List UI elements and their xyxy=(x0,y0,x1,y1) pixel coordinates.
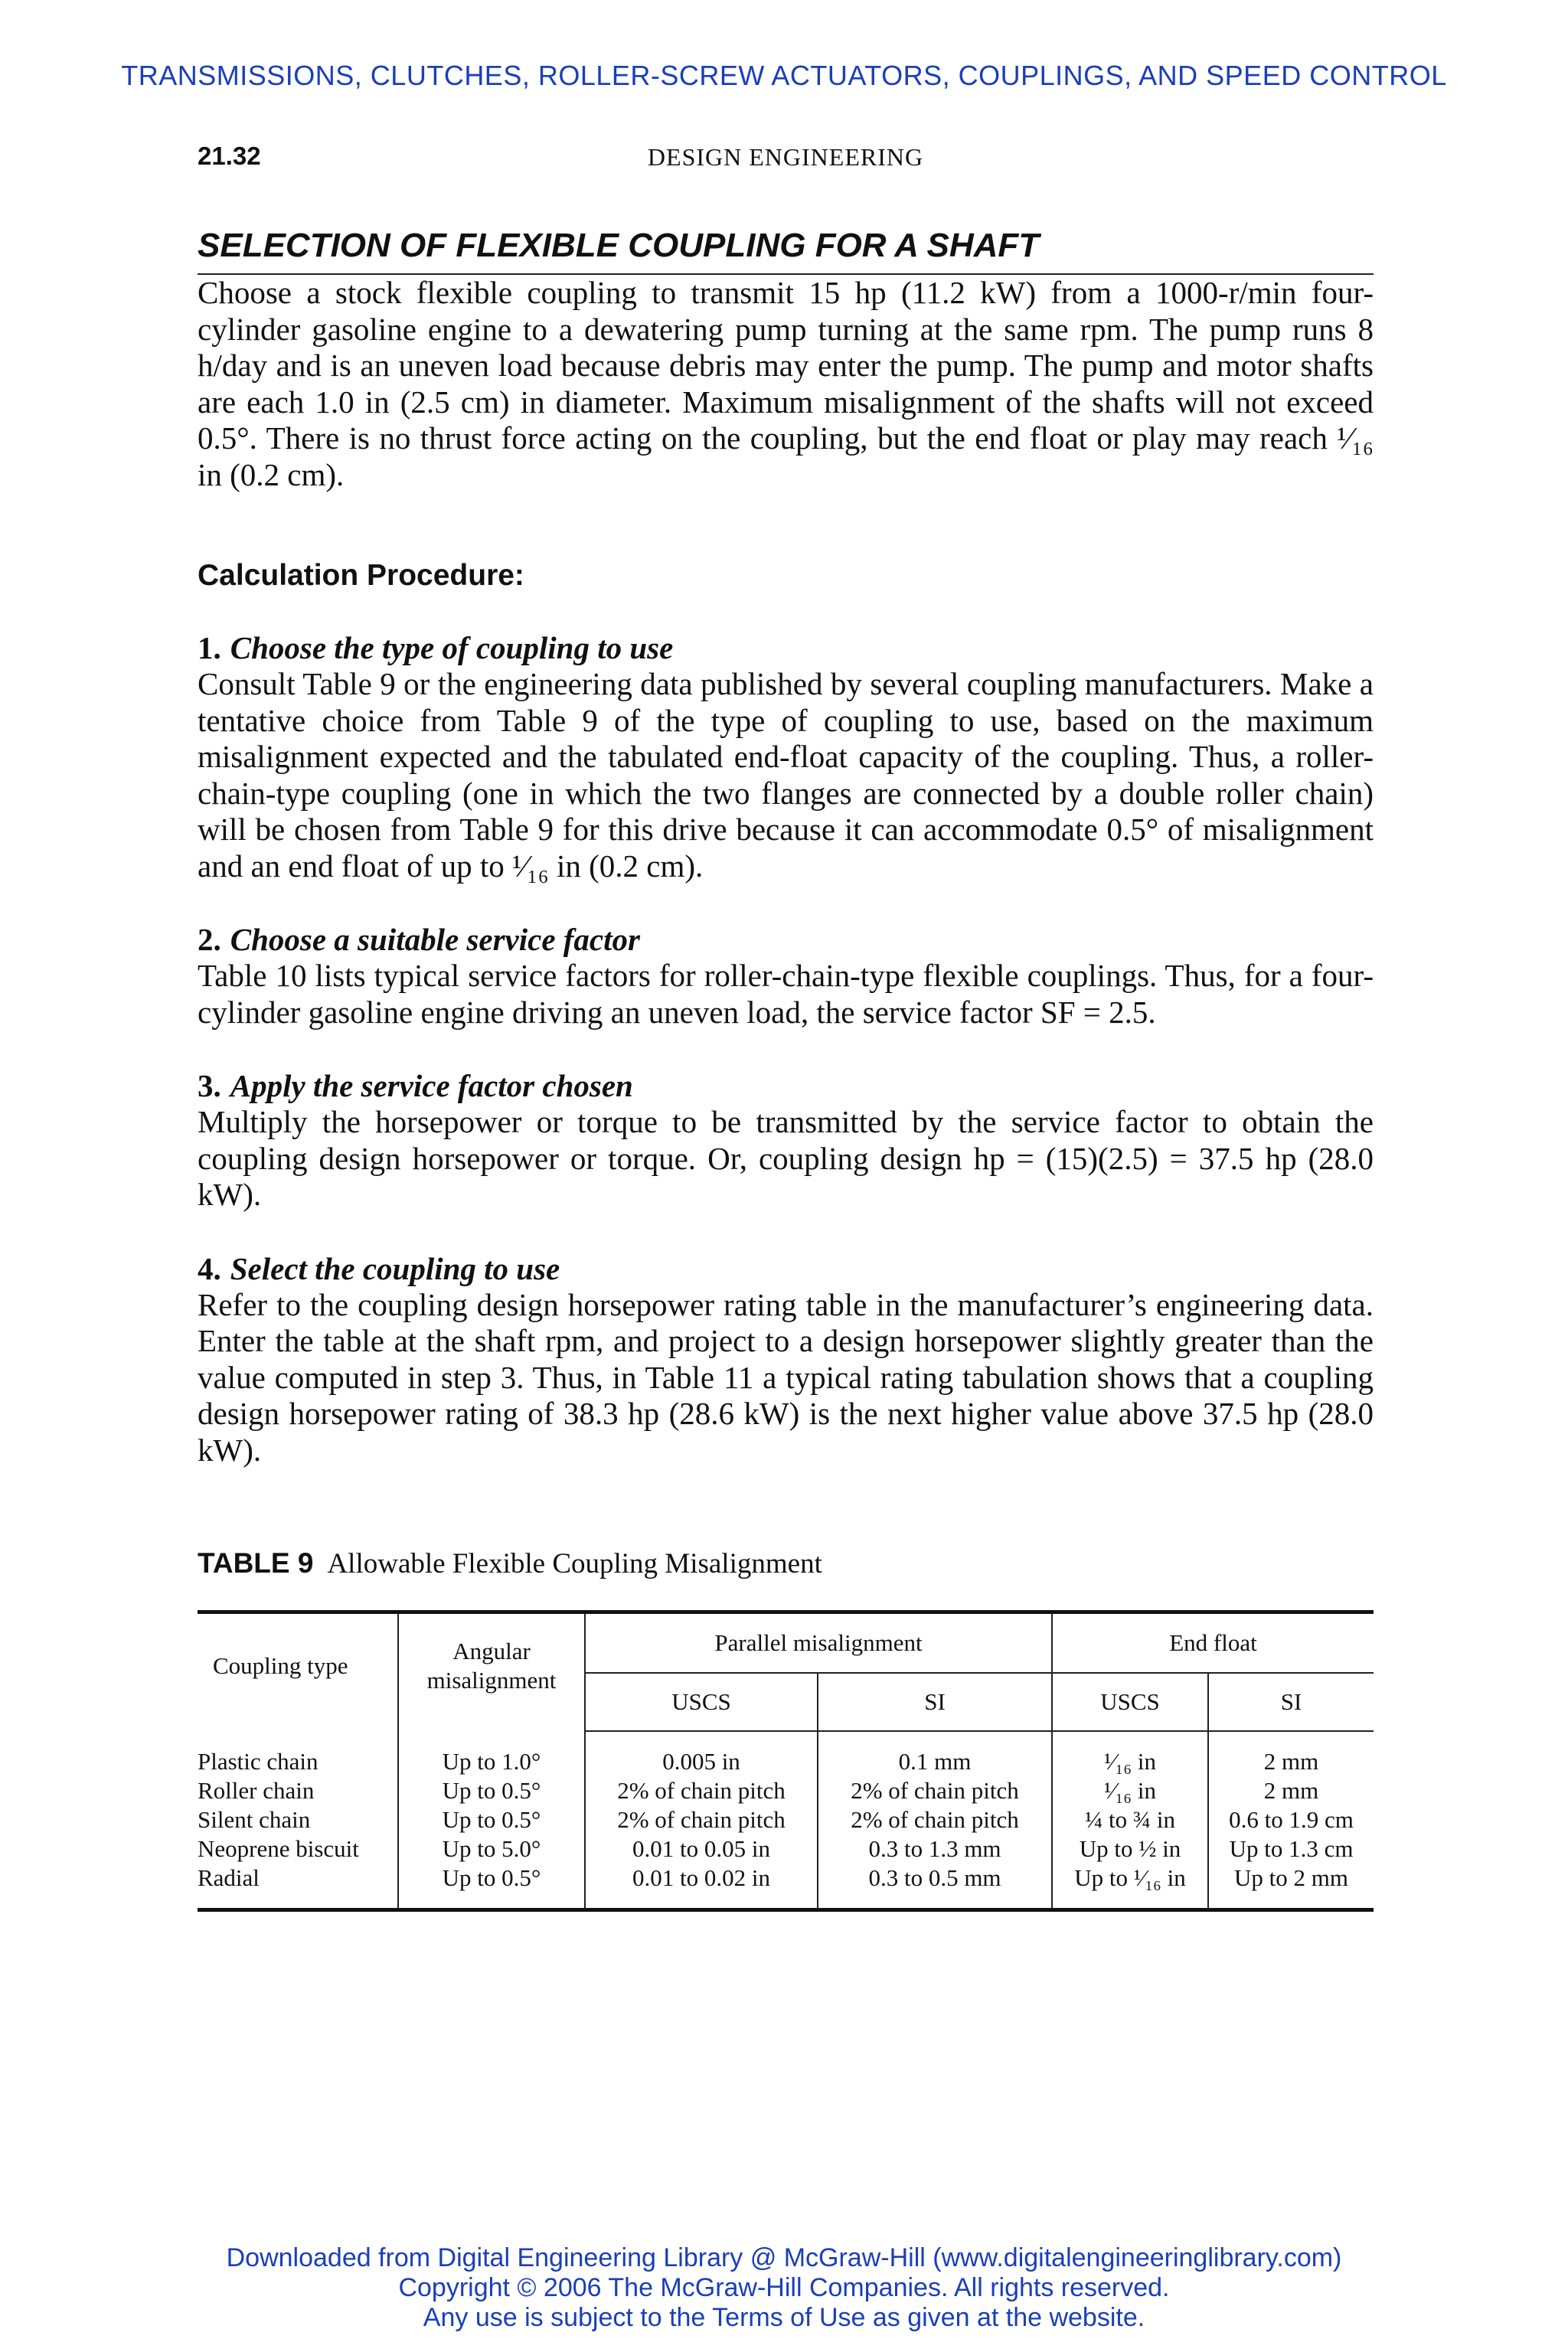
step-number: 2. xyxy=(198,922,221,957)
cell-end-float-uscs: ¹⁄₁₆ in xyxy=(1052,1776,1208,1805)
step-heading xyxy=(198,629,1374,666)
step-text: Refer to the coupling design horsepower rating table in the manufacturer’s engineering data. Enter the table at the shaft rpm, and project to a design horsepower slightly greater than the value computed in step 3. Thus, in Table 11 a typical rating tabulation shows that a coupling design horsepower rating of 38.3 hp (28.6 kW) is the next higher value above 37.5 hp (28.0 kW). xyxy=(198,1286,1374,1468)
cell-end-float-si: 2 mm xyxy=(1208,1731,1374,1776)
header-parallel-si: SI xyxy=(818,1673,1052,1731)
running-head xyxy=(198,142,1374,178)
step-text: Consult Table 9 or the engineering data published by several coupling manufacturers. Make a tentative choice from Table 9 of the type of coupling to use, based on the maximum misalignment expected and the tabulated end-float capacity of the coupling. Thus, a roller-chain-type coupling (one in which the two flanges are connected by a double roller chain) will be chosen from Table 9 for this drive because it can accommodate 0.5° of misalignment and an end float of up to ¹⁄₁₆ in (0.2 cm). xyxy=(198,666,1374,884)
header-parallel-uscs: USCS xyxy=(585,1673,818,1731)
table-caption-text: Allowable Flexible Coupling Misalignment xyxy=(327,1548,822,1579)
table-caption xyxy=(198,1547,1374,1581)
header-end-float-si: SI xyxy=(1208,1673,1374,1731)
header-coupling-type: Coupling type xyxy=(213,1651,348,1679)
cell-parallel-si: 0.1 mm xyxy=(818,1731,1052,1776)
cell-coupling-type: Neoprene biscuit xyxy=(198,1835,359,1862)
header-end-float: End float xyxy=(1052,1612,1374,1674)
cell-end-float-uscs: Up to ½ in xyxy=(1052,1834,1208,1864)
step-text: Table 10 lists typical service factors for roller-chain-type flexible couplings. Thus, for a four-cylinder gasoline engine driving an uneven load, the service factor SF = 2.5. xyxy=(198,958,1374,1030)
table-label: TABLE 9 xyxy=(198,1547,314,1579)
section-title: SELECTION OF FLEXIBLE COUPLING FOR A SHAFT xyxy=(198,227,1040,264)
step-heading xyxy=(198,1067,1374,1104)
cell-angular: Up to 5.0° xyxy=(398,1834,585,1864)
cell-parallel-si: 2% of chain pitch xyxy=(818,1805,1052,1834)
table-row xyxy=(198,1776,1374,1805)
procedure-heading: Calculation Procedure: xyxy=(198,559,524,592)
chapter-banner: TRANSMISSIONS, CLUTCHES, ROLLER-SCREW ACTUATORS, COUPLINGS, AND SPEED CONTROL xyxy=(121,60,1447,91)
step-2 xyxy=(198,921,1374,1031)
cell-end-float-uscs: ¹⁄₁₆ in xyxy=(1052,1731,1208,1776)
step-number: 3. xyxy=(198,1068,221,1103)
header-angular xyxy=(398,1612,585,1732)
cell-coupling-type: Plastic chain xyxy=(198,1747,318,1775)
page-number: 21.32 xyxy=(198,142,261,170)
cell-end-float-si: 0.6 to 1.9 cm xyxy=(1208,1805,1374,1834)
step-title: Choose the type of coupling to use xyxy=(230,630,674,665)
cell-coupling-type: Silent chain xyxy=(198,1806,311,1833)
cell-parallel-uscs: 0.005 in xyxy=(585,1731,818,1776)
header-angular-line1: Angular xyxy=(452,1637,531,1664)
header-parallel: Parallel misalignment xyxy=(585,1612,1052,1674)
footer-terms-line: Any use is subject to the Terms of Use as given at the website. xyxy=(423,2303,1145,2332)
header-angular-line2: misalignment xyxy=(426,1666,557,1694)
cell-end-float-uscs: ¼ to ¾ in xyxy=(1052,1805,1208,1834)
step-number: 1. xyxy=(198,630,221,665)
running-title: DESIGN ENGINEERING xyxy=(647,143,924,171)
cell-angular: Up to 0.5° xyxy=(398,1864,585,1910)
step-heading xyxy=(198,1250,1374,1287)
cell-parallel-uscs: 2% of chain pitch xyxy=(585,1776,818,1805)
step-3 xyxy=(198,1067,1374,1214)
step-4 xyxy=(198,1250,1374,1469)
footer-copyright-line: Copyright © 2006 The McGraw-Hill Companies. All rights reserved. xyxy=(398,2273,1170,2302)
cell-parallel-uscs: 0.01 to 0.02 in xyxy=(585,1864,818,1910)
step-title: Apply the service factor chosen xyxy=(230,1068,633,1103)
table-row xyxy=(198,1864,1374,1910)
cell-parallel-si: 0.3 to 0.5 mm xyxy=(818,1864,1052,1910)
cell-end-float-si: 2 mm xyxy=(1208,1776,1374,1805)
cell-angular: Up to 0.5° xyxy=(398,1776,585,1805)
cell-angular: Up to 0.5° xyxy=(398,1805,585,1834)
page-content xyxy=(198,142,1374,1912)
step-heading xyxy=(198,921,1374,958)
cell-end-float-uscs: Up to ¹⁄₁₆ in xyxy=(1052,1864,1208,1910)
header-end-float-uscs: USCS xyxy=(1052,1673,1208,1731)
cell-parallel-si: 0.3 to 1.3 mm xyxy=(818,1834,1052,1864)
footer-download-line[interactable]: Downloaded from Digital Engineering Library @ McGraw-Hill (www.digitalengineeringlibrary.com) xyxy=(226,2243,1342,2272)
cell-parallel-uscs: 0.01 to 0.05 in xyxy=(585,1834,818,1864)
step-1 xyxy=(198,629,1374,884)
table-row xyxy=(198,1731,1374,1776)
cell-end-float-si: Up to 1.3 cm xyxy=(1208,1834,1374,1864)
cell-angular: Up to 1.0° xyxy=(398,1731,585,1776)
step-text: Multiply the horsepower or torque to be transmitted by the service factor to obtain the coupling design horsepower or torque. Or, coupling design hp = (15)(2.5) = 37.5 hp (28.0 kW). xyxy=(198,1104,1374,1212)
cell-coupling-type: Radial xyxy=(198,1864,260,1891)
problem-statement: Choose a stock flexible coupling to transmit 15 hp (11.2 kW) from a 1000-r/min four-cylinder gasoline engine to a dewatering pump turning at the same rpm. The pump runs 8 h/day and is an uneven load because debris may enter the pump. The pump and motor shafts are each 1.0 in (2.5 cm) in diameter. Maximum misalignment of the shafts will not exceed 0.5°. There is no thrust force acting on the coupling, but the end float or play may reach ¹⁄₁₆ in (0.2 cm). xyxy=(198,275,1374,492)
table-row xyxy=(198,1805,1374,1834)
download-footer xyxy=(0,2243,1568,2333)
step-title: Select the coupling to use xyxy=(230,1250,560,1286)
step-title: Choose a suitable service factor xyxy=(230,922,640,957)
table-row xyxy=(198,1834,1374,1864)
step-number: 4. xyxy=(198,1250,221,1286)
cell-end-float-si: Up to 2 mm xyxy=(1208,1864,1374,1910)
cell-coupling-type: Roller chain xyxy=(198,1777,315,1804)
cell-parallel-si: 2% of chain pitch xyxy=(818,1776,1052,1805)
misalignment-table xyxy=(198,1610,1374,1912)
cell-parallel-uscs: 2% of chain pitch xyxy=(585,1805,818,1834)
